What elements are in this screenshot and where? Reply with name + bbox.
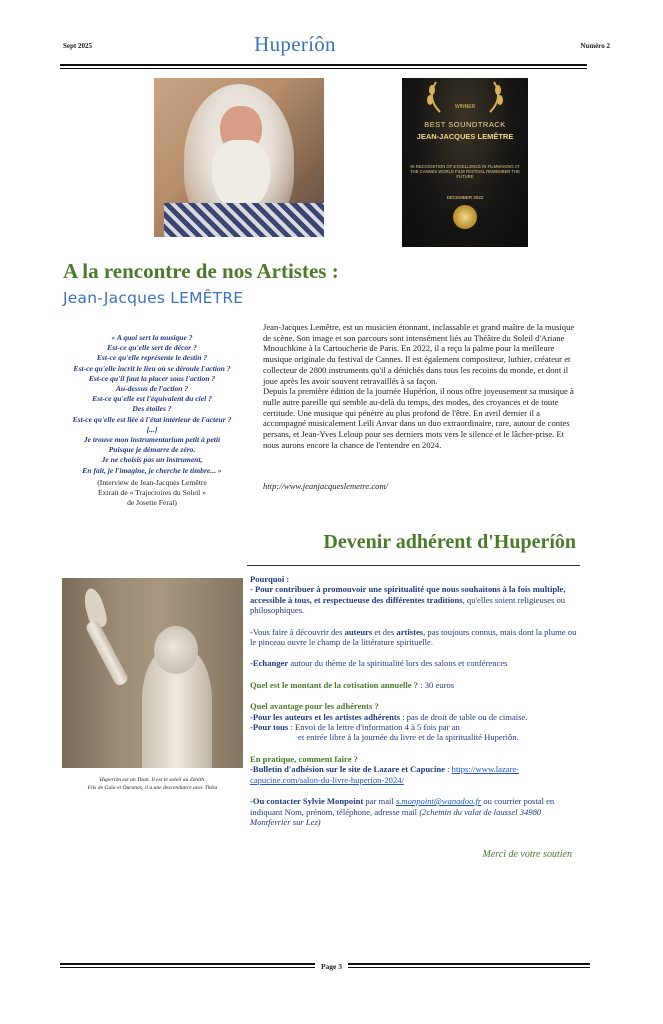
issue-date: Sept 2025	[63, 42, 92, 50]
quote-line: En fait, je l'imagine, je cherche le timbre... »	[82, 465, 222, 475]
bulletin-link[interactable]: https://www.lazare-capucine.com/salon-du-livre-huperion-2024/	[250, 764, 520, 785]
artist-biography	[263, 322, 576, 450]
artist-quote	[62, 333, 242, 476]
credit-line: (Interview de Jean-Jacques Lemêtre	[97, 478, 207, 487]
award-date: DECEMBER 2022	[446, 195, 484, 200]
award-winner-label: WINNER	[454, 104, 476, 110]
issue-number: Numéro 2	[580, 42, 610, 50]
bulletin-line: -Bulletin d'adhésion sur le site de Lazare et Capucine : https://www.lazare-capucine.com/salon-du-livre-huperion-2024/	[250, 764, 520, 785]
medal-icon	[453, 205, 477, 229]
quote-line: Puisque je démarre de zéro.	[108, 445, 196, 455]
contact-line: -Ou contacter Sylvie Monpoint par mail s.monpoint@wanadoo.fr ou courrier postal en indiquant Nom, prénom, téléphone, adresse mail (2chemin du valat de laussel 34980 Montferrier sur Lez)	[250, 796, 555, 827]
membership-info	[250, 574, 582, 827]
quote-line: « A quoi sert la musique ?	[111, 333, 193, 342]
quote-line: Je trouve mon instrumentarium petit à petit	[83, 435, 221, 445]
advantage-2-continued: et entrée libre à la journée du livre et de la spiritualité Huperiôn.	[298, 732, 519, 743]
quote-line: Est-ce qu'elle est l'équivalent du ciel ?	[92, 394, 212, 404]
section-rule	[247, 565, 580, 566]
caption-line: Fils de Gaïa et Ouranos, il a une descendance avec Théia	[87, 785, 218, 791]
quote-line: Est-ce qu'elle représente le destin ?	[96, 353, 208, 363]
quote-line: Est-ce qu'elle sert de décor ?	[107, 343, 197, 353]
advantage-2: -Pour tous : Envoi de la lettre d'information 4 à 5 fois par an	[250, 722, 460, 733]
quote-credit	[62, 478, 242, 509]
contact-email-link[interactable]: s.monpoint@wanadoo.fr	[395, 796, 482, 807]
quote-line: Au-dessus de l'action ?	[115, 384, 189, 394]
advantage-label: Quel avantage pour les adhérents ?	[250, 701, 379, 712]
thanks-note: Merci de votre soutien	[482, 849, 572, 860]
award-recognition: IN RECOGNITION OF EXCELLENCE IN FILMMAKING AT THE CANNES WORLD FILM FESTIVAL REMEMBER THE FUTURE	[410, 164, 520, 180]
artist-portrait-photo	[154, 78, 324, 237]
quote-line: Je ne choisis pas un instrument,	[101, 455, 203, 465]
bio-paragraph: Depuis la première édition de la journée Hupérîon, il nous offre joyeusement sa musique à nulle autre pareille qui semble au-delà du temps, des modes, des croyances et de toute certitude. Une musique qui pénètre au plus profond de l'être. En avril dernier il a accompagné musicalement Leïli Anvar dans un duo extraordinaire, rare, autour de contes persans, et Jean-Yves Leloup pour ses derniers mots vers le silence et le lâcher-prise. Et nous aurons encore la chance de l'entendre en 2024.	[263, 386, 574, 450]
newsletter-title: Huperíôn	[254, 32, 336, 56]
credit-line: de Josette Feral)	[127, 498, 177, 508]
statue-caption	[62, 776, 243, 792]
section-heading-membership: Devenir adhérent d'Huperíôn	[323, 531, 576, 553]
quote-line: [...]	[146, 424, 158, 434]
artist-website-link[interactable]: http://www.jeanjacqueslemetre.com/	[263, 481, 389, 491]
quote-line: Est-ce qu'il faut la placer sous l'action ?	[88, 373, 216, 383]
award-category: BEST SOUNDTRACK	[424, 120, 506, 129]
artist-name: Jean-Jacques LEMÊTRE	[63, 289, 244, 307]
why-label: Pourquoi :	[250, 574, 290, 584]
section-heading-artists: A la rencontre de nos Artistes :	[63, 259, 339, 283]
bio-paragraph: Jean-Jacques Lemêtre, est un musicien étonnant, inclassable et grand maître de la musique de scène. Son image et son parcours sont intensément liés au Théâtre du Soleil d'Ariane Mnouchkine à la Cartoucherie de Paris. En 2022, il a reçu la palme pour la meilleure musique originale du festival de Cannes. Il est également compositeur, luthier, créateur et collecteur de 2800 instruments qu'il a dénichés dans tous les recoins du monde, et dont il joue après les avoir souvent retravaillés à sa façon.	[263, 322, 575, 386]
why-reason-1: - Pour contribuer à promouvoir une spiritualité que nous souhaitons à la fois multiple, accessible à tous, et respectueuse des différentes traditions, qu'elles soient religieuses ou philosophiques.	[250, 584, 566, 616]
award-poster	[402, 78, 528, 247]
award-recipient: JEAN-JACQUES LEMÊTRE	[416, 132, 514, 141]
quote-line: Des étoiles ?	[132, 404, 172, 414]
hyperion-statue-photo	[62, 578, 243, 768]
fee-line: Quel est le montant de la cotisation annuelle ? : 30 euros	[250, 679, 455, 690]
credit-line: Extrait de « Trajectoires du Soleil »	[98, 488, 206, 498]
advantage-1: -Pour les auteurs et les artistes adhérents : pas de droit de table ou de cimaise.	[250, 711, 528, 722]
why-reason-2: -Vous faire à découvrir des auteurs et des artistes, pas toujours connus, mais dont la plume ou le pinceau ouvre le champ de la littérature spirituelle.	[250, 626, 577, 648]
quote-line: Est-ce qu'elle incrit le lieu où se déroule l'action ?	[73, 363, 231, 373]
caption-line: Huperiôn est un Titan. Il est le soleil au Zénith.	[99, 777, 206, 783]
page-number: Page 3	[0, 956, 663, 974]
practical-label: En pratique, comment faire ?	[250, 753, 358, 764]
quote-line: Est-ce qu'elle est liée à l'état intérieur de l'acteur ?	[72, 414, 232, 424]
header-rule	[60, 64, 587, 69]
why-reason-3: -Echanger autour du thème de la spiritualité lors des salons et conférences	[250, 658, 508, 669]
